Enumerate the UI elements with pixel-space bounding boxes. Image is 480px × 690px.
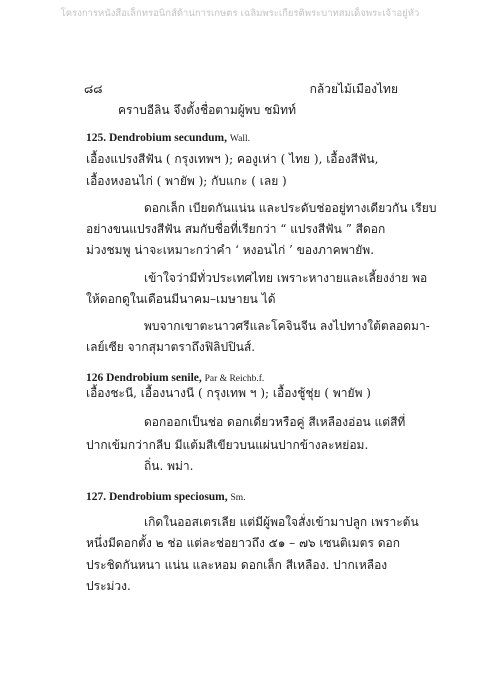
species-name: Dendrobium secundum,	[109, 132, 228, 144]
entry-line: ดอกออกเป็นช่อ ดอกเดี่ยวหรือคู่ สีเหลืองอ่อน แต่สีที่	[144, 415, 406, 429]
entry-line: อย่างขนแปรงสีฟัน สมกับชื่อที่เรียกว่า “ แปรงสีฟัน ” สีดอก	[86, 222, 386, 236]
entry-line: เกิดในออสเตรเลีย แต่มีผู้พอใจสั่งเข้ามาปลูก เพราะต้น	[144, 515, 419, 529]
page-number: ๘๘	[84, 82, 103, 96]
entry-line: เลย์เซีย จากสุมาตราถึงฟิลิปปินส์.	[86, 340, 256, 354]
entry-line: ม่วงชมพู น่าจะเหมาะกว่าคำ ‘ หงอนไก่ ’ ของภาคพายัพ.	[86, 243, 375, 257]
species-name: Dendrobium senile,	[106, 372, 202, 384]
entry-line: ดอกเล็ก เบียดกันแน่น และประดับช่ออยู่ทางเดียวกัน เรียบ	[144, 201, 437, 215]
entry-line: หนึ่งมีดอกตั้ง ๒ ช่อ แต่ละช่อยาวถึง ๕๑ – ๗๖ เซนติเมตร ดอก	[86, 536, 400, 550]
entry-heading	[86, 130, 250, 147]
entry-line: ถิ่น. พม่า.	[144, 459, 194, 473]
watermark-text: โครงการหนังสือเล็กทรอนิกส์ด้านการเกษตร เฉลิมพระเกียรติพระบาทสมเด็จพระเจ้าอยู่หัว	[60, 8, 420, 19]
entry-line: ประชิดกันหนา แน่น และหอม ดอกเล็ก สีเหลือง. ปากเหลือง	[86, 558, 388, 572]
entry-heading	[86, 489, 246, 506]
species-author: Sm.	[230, 493, 246, 503]
intro-line: คราบอีลิน จึงตั้งชื่อตามผู้พบ ชมิทท์	[118, 103, 296, 117]
species-author: Par & Reichb.f.	[204, 374, 265, 384]
entry-line: ให้ดอกดูในเดือนมีนาคม–เมษายน ได้	[86, 292, 276, 306]
entry-line: เอื้องชะนี, เอื้องนางนี ( กรุงเทพ ฯ ); เอื้องชู้ชุ่ย ( พายัพ )	[86, 386, 371, 400]
entry-line: ปากเข้มกว่ากลีบ มีแต้มสีเขียวบนแผ่นปากข้างละหย่อม.	[86, 438, 369, 452]
entry-number: 127.	[86, 491, 107, 503]
entry-line: เอื้องแปรงสีฟัน ( กรุงเทพฯ ); คองูเห่า ( ไทย ), เอื้องสีฟัน,	[86, 152, 379, 166]
entry-line: ประม่วง.	[86, 579, 131, 593]
entry-line: เข้าใจว่ามีทั่วประเทศไทย เพราะหางายและเลี้ยงง่าย พอ	[144, 271, 428, 285]
entry-number: 126	[86, 372, 104, 384]
species-author: Wall.	[229, 134, 250, 144]
running-head: กล้วยไม้เมืองไทย	[309, 82, 398, 96]
entry-line: เอื้องหงอนไก่ ( พายัพ ); กับแกะ ( เลย )	[86, 174, 287, 188]
species-name: Dendrobium speciosum,	[109, 491, 228, 503]
entry-line: พบจากเขาตะนาวศรีและโคจินจีน ลงไปทางใต้ตลอดมา-	[144, 319, 430, 333]
entry-number: 125.	[86, 132, 107, 144]
